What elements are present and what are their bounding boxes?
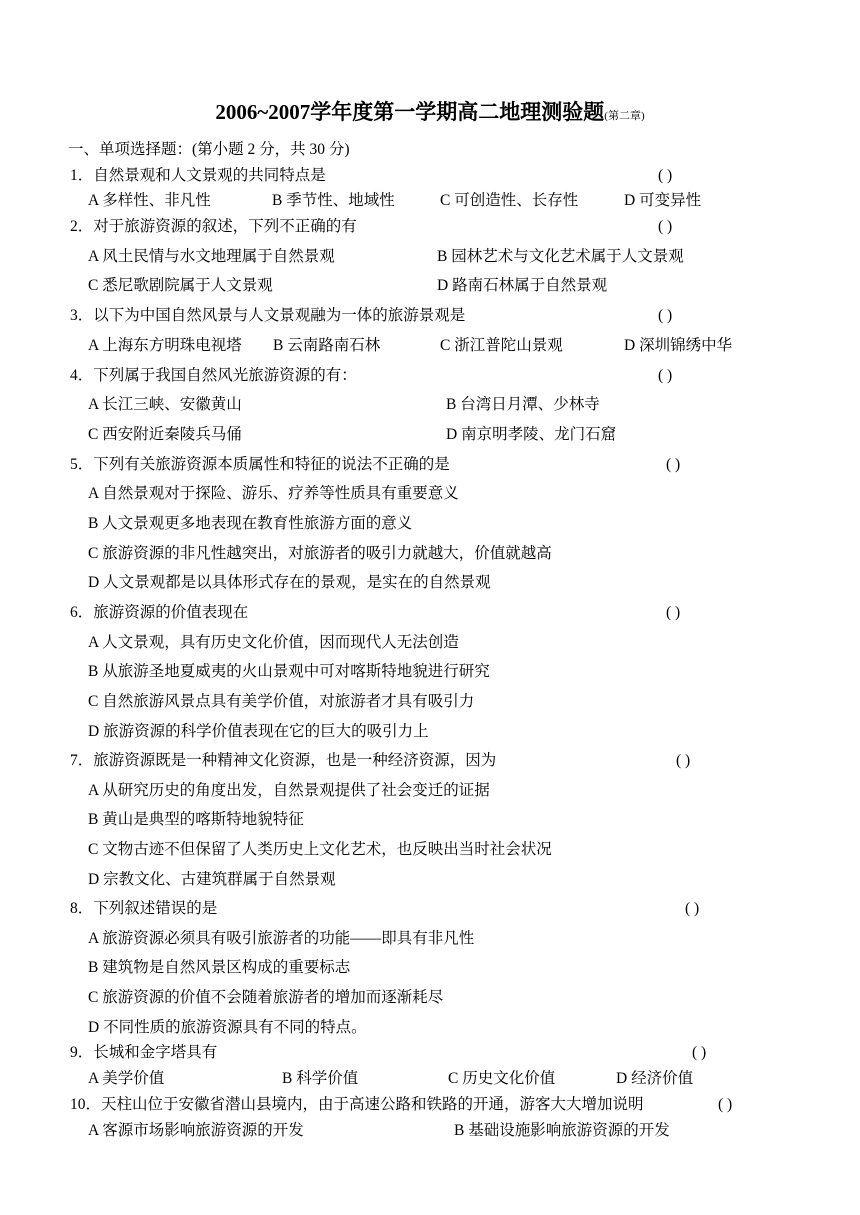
- q5-answer-bracket: ( ): [666, 456, 681, 473]
- q4-option-d: D 南京明孝陵、龙门石窟: [446, 426, 617, 443]
- q1-stem: 1．自然景观和人文景观的共同特点是: [70, 167, 326, 184]
- q10-answer-bracket: ( ): [718, 1096, 733, 1113]
- q7-option-c: C 文物古迹不但保留了人类历史上文化艺术，也反映出当时社会状况: [88, 841, 552, 858]
- q7-stem: 7．旅游资源既是一种精神文化资源，也是一种经济资源，因为: [70, 752, 497, 769]
- section-heading: 一、单项选择题：(第小题 2 分，共 30 分): [68, 141, 350, 158]
- q1-answer-bracket: ( ): [658, 167, 673, 184]
- q3-answer-bracket: ( ): [658, 307, 673, 324]
- q6-stem: 6．旅游资源的价值表现在: [70, 604, 249, 621]
- q7-option-a: A 从研究历史的角度出发，自然景观提供了社会变迁的证据: [88, 782, 490, 799]
- q1-option-d: D 可变异性: [624, 192, 702, 209]
- q5-option-b: B 人文景观更多地表现在教育性旅游方面的意义: [88, 515, 413, 532]
- q9-option-a: A 美学价值: [88, 1070, 165, 1087]
- q8-option-b: B 建筑物是自然风景区构成的重要标志: [88, 959, 351, 976]
- q3-option-b: B 云南路南石林: [273, 337, 381, 354]
- q8-stem: 8．下列叙述错误的是: [70, 900, 218, 917]
- q4-option-b: B 台湾日月潭、少林寺: [446, 396, 600, 413]
- q9-option-d: D 经济价值: [616, 1070, 694, 1087]
- q10-stem: 10．天柱山位于安徽省潜山县境内，由于高速公路和铁路的开通，游客大大增加说明: [70, 1096, 644, 1113]
- q4-option-c: C 西安附近秦陵兵马俑: [88, 426, 242, 443]
- q4-answer-bracket: ( ): [658, 367, 673, 384]
- q9-option-c: C 历史文化价值: [448, 1070, 556, 1087]
- title-text: 2006~2007学年度第一学期高二地理测验题: [215, 100, 605, 124]
- q2-option-b: B 园林艺术与文化艺术属于人文景观: [437, 248, 684, 265]
- q2-answer-bracket: ( ): [658, 218, 673, 235]
- q7-answer-bracket: ( ): [676, 752, 691, 769]
- q9-answer-bracket: ( ): [692, 1044, 707, 1061]
- q4-stem: 4．下列属于我国自然风光旅游资源的有：: [70, 367, 357, 384]
- q8-option-a: A 旅游资源必须具有吸引旅游者的功能——即具有非凡性: [88, 930, 475, 947]
- q7-option-b: B 黄山是典型的喀斯特地貌特征: [88, 811, 304, 828]
- q2-stem: 2．对于旅游资源的叙述，下列不正确的有: [70, 218, 357, 235]
- q3-option-c: C 浙江普陀山景观: [440, 337, 563, 354]
- q2-option-a: A 风土民情与水文地理属于自然景观: [88, 248, 335, 265]
- q10-option-b: B 基础设施影响旅游资源的开发: [454, 1122, 670, 1139]
- q8-option-c: C 旅游资源的价值不会随着旅游者的增加而逐渐耗尽: [88, 989, 444, 1006]
- q3-option-a: A 上海东方明珠电视塔: [88, 337, 242, 354]
- q1-option-a: A 多样性、非凡性: [88, 192, 211, 209]
- q2-option-d: D 路南石林属于自然景观: [437, 277, 608, 294]
- q2-option-c: C 悉尼歌剧院属于人文景观: [88, 277, 273, 294]
- q9-stem: 9．长城和金字塔具有: [70, 1044, 218, 1061]
- q6-option-a: A 人文景观，具有历史文化价值，因而现代人无法创造: [88, 634, 459, 651]
- q5-option-c: C 旅游资源的非凡性越突出，对旅游者的吸引力就越大，价值就越高: [88, 545, 552, 562]
- q3-option-d: D 深圳锦绣中华: [624, 337, 733, 354]
- q1-option-b: B 季节性、地域性: [272, 192, 395, 209]
- q5-option-d: D 人文景观都是以具体形式存在的景观，是实在的自然景观: [88, 574, 491, 591]
- q3-stem: 3．以下为中国自然风景与人文景观融为一体的旅游景观是: [70, 307, 466, 324]
- q5-option-a: A 自然景观对于探险、游乐、疗养等性质具有重要意义: [88, 485, 459, 502]
- q8-option-d: D 不同性质的旅游资源具有不同的特点。: [88, 1019, 367, 1036]
- title-note: (第二章): [604, 110, 645, 122]
- q6-option-b: B 从旅游圣地夏威夷的火山景观中可对喀斯特地貌进行研究: [88, 663, 490, 680]
- q6-option-d: D 旅游资源的科学价值表现在它的巨大的吸引力上: [88, 723, 429, 740]
- q10-option-a: A 客源市场影响旅游资源的开发: [88, 1122, 304, 1139]
- q6-answer-bracket: ( ): [666, 604, 681, 621]
- q5-stem: 5．下列有关旅游资源本质属性和特征的说法不正确的是: [70, 456, 450, 473]
- q1-option-c: C 可创造性、长存性: [440, 192, 579, 209]
- q7-option-d: D 宗教文化、古建筑群属于自然景观: [88, 871, 336, 888]
- q9-option-b: B 科学价值: [282, 1070, 359, 1087]
- q6-option-c: C 自然旅游风景点具有美学价值，对旅游者才具有吸引力: [88, 693, 475, 710]
- q8-answer-bracket: ( ): [685, 900, 700, 917]
- page-title: [0, 96, 860, 126]
- q4-option-a: A 长江三峡、安徽黄山: [88, 396, 242, 413]
